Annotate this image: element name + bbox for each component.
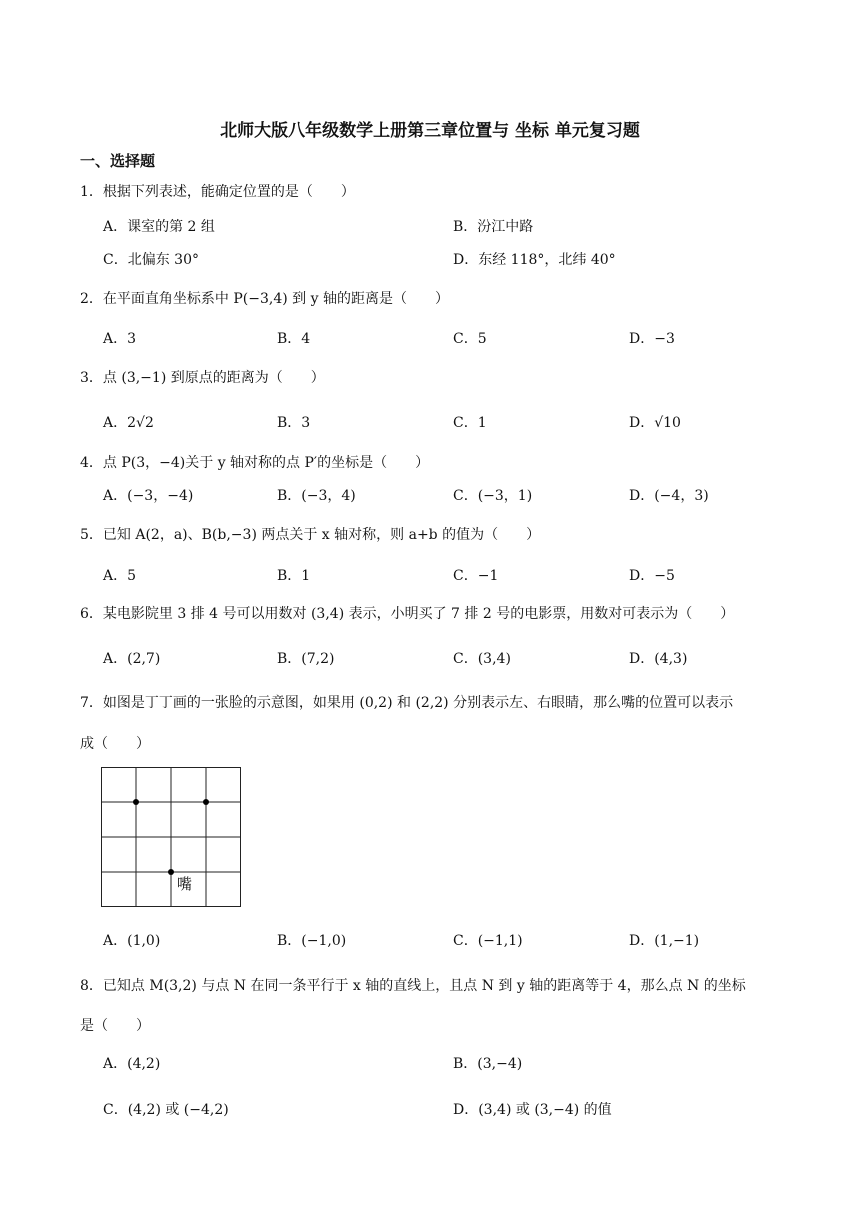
question-8-stem-line1: 8．已知点 M(3,2) 与点 N 在同一条平行于 x 轴的直线上，且点 N 到 y 轴的距离等于 4，那么点 N 的坐标 bbox=[80, 978, 746, 994]
question-5-stem: 5．已知 A(2，a)、B(b,−3) 两点关于 x 轴对称，则 a+b 的值为（ ） bbox=[80, 527, 541, 543]
question-1-option-a: A．课室的第 2 组 bbox=[103, 219, 215, 235]
question-5-option-a: A．5 bbox=[103, 568, 137, 584]
question-4-option-d: D．(−4，3) bbox=[629, 488, 709, 504]
right-eye-point bbox=[203, 799, 209, 805]
mouth-label: 嘴 bbox=[177, 875, 193, 893]
face-grid-figure bbox=[101, 767, 241, 907]
question-8-option-b: B．(3,−4) bbox=[453, 1056, 523, 1072]
question-6-option-d: D．(4,3) bbox=[629, 651, 688, 667]
question-4-stem: 4．点 P(3，−4)关于 y 轴对称的点 P′的坐标是（ ） bbox=[80, 455, 430, 471]
question-6-option-c: C．(3,4) bbox=[453, 651, 511, 667]
question-1-option-d: D．东经 118°，北纬 40° bbox=[453, 252, 616, 268]
question-1-stem: 1．根据下列表述，能确定位置的是（ ） bbox=[80, 184, 355, 200]
question-3-option-a: A．2√2 bbox=[103, 415, 154, 431]
question-5-option-d: D．−5 bbox=[629, 568, 675, 584]
left-eye-point bbox=[133, 799, 139, 805]
mouth-point bbox=[168, 869, 174, 875]
question-1-option-b: B．汾江中路 bbox=[453, 219, 534, 235]
face-grid-svg bbox=[101, 767, 241, 907]
question-5-option-b: B．1 bbox=[277, 568, 311, 584]
question-5-option-c: C．−1 bbox=[453, 568, 499, 584]
question-2-option-d: D．−3 bbox=[629, 331, 675, 347]
question-4-option-a: A．(−3，−4) bbox=[103, 488, 194, 504]
question-6-option-b: B．(7,2) bbox=[277, 651, 335, 667]
question-6-option-a: A．(2,7) bbox=[103, 651, 161, 667]
question-1-option-c: C．北偏东 30° bbox=[103, 252, 199, 268]
question-2-option-c: C．5 bbox=[453, 331, 487, 347]
question-4-option-c: C．(−3，1) bbox=[453, 488, 533, 504]
page-title: 北师大版八年级数学上册第三章位置与 坐标 单元复习题 bbox=[220, 121, 640, 141]
question-7-option-d: D．(1,−1) bbox=[629, 933, 700, 949]
question-3-stem: 3．点 (3,−1) 到原点的距离为（ ） bbox=[80, 370, 325, 386]
question-7-option-b: B．(−1,0) bbox=[277, 933, 347, 949]
question-2-option-a: A．3 bbox=[103, 331, 137, 347]
question-8-stem-line2: 是（ ） bbox=[80, 1018, 150, 1034]
section-heading: 一、选择题 bbox=[80, 152, 156, 170]
question-7-stem-line2: 成（ ） bbox=[80, 736, 150, 752]
question-2-stem: 2．在平面直角坐标系中 P(−3,4) 到 y 轴的距离是（ ） bbox=[80, 291, 449, 307]
question-8-option-c: C．(4,2) 或 (−4,2) bbox=[103, 1102, 229, 1118]
question-8-option-d: D．(3,4) 或 (3,−4) 的值 bbox=[453, 1102, 612, 1118]
question-3-option-d: D．√10 bbox=[629, 415, 681, 431]
question-7-stem-line1: 7．如图是丁丁画的一张脸的示意图，如果用 (0,2) 和 (2,2) 分别表示左、右眼睛，那么嘴的位置可以表示 bbox=[80, 695, 734, 711]
question-3-option-c: C．1 bbox=[453, 415, 487, 431]
question-8-option-a: A．(4,2) bbox=[103, 1056, 161, 1072]
question-4-option-b: B．(−3，4) bbox=[277, 488, 356, 504]
question-7-option-c: C．(−1,1) bbox=[453, 933, 523, 949]
question-7-option-a: A．(1,0) bbox=[103, 933, 161, 949]
question-3-option-b: B．3 bbox=[277, 415, 311, 431]
question-6-stem: 6．某电影院里 3 排 4 号可以用数对 (3,4) 表示，小明买了 7 排 2 号的电影票，用数对可表示为（ ） bbox=[80, 606, 735, 622]
question-2-option-b: B．4 bbox=[277, 331, 311, 347]
